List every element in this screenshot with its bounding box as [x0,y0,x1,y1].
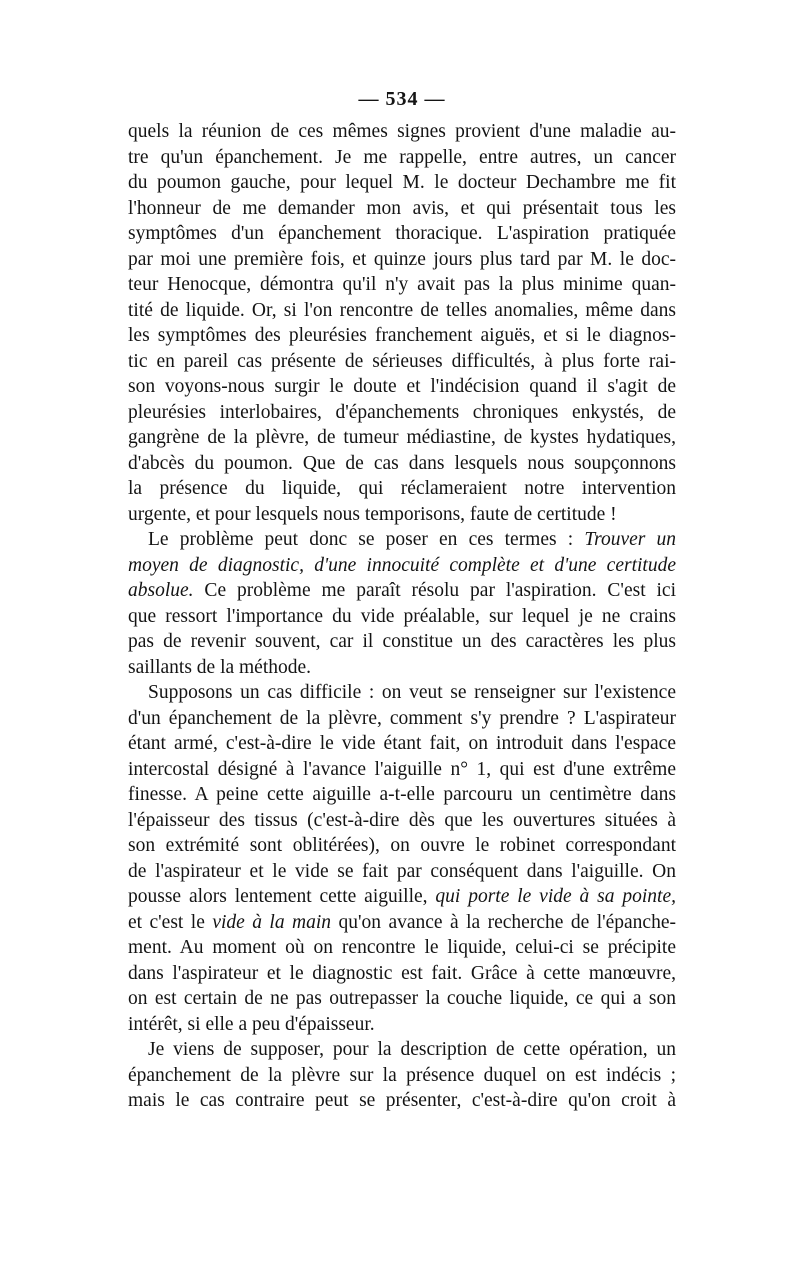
text-line: on est certain de ne pas outrepasser la couche liquide, ce qui a son [128,988,676,1009]
italic-text-line: moyen de diagnostic, d'une innocuité complète et d'une certitude [128,554,676,576]
text-line: que ressort l'importance du vide préalable, sur lequel je ne crains [128,605,676,627]
paragraph-1 [128,119,676,527]
text-line: quels la réunion de ces mêmes signes provient d'une maladie au- [128,121,676,142]
book-page [128,86,676,1114]
text-line: dans l'aspirateur et le diagnostic est fait. Grâce à cette manœuvre, [128,962,676,984]
italic-text-run: vide à la main [212,911,332,933]
text-line [128,884,676,910]
text-run: pousse alors lentement cette aiguille, [128,886,436,907]
text-line: Supposons un cas difficile : on veut se renseigner sur l'existence [148,682,676,703]
text-line: pleurésies interlobaires, d'épanchements chroniques enkystés, de [128,401,676,423]
paragraph-3 [128,680,676,1037]
text-line: saillants de la méthode. [128,656,312,678]
text-line: finesse. A peine cette aiguille a-t-elle parcouru un centimètre dans [128,784,676,805]
text-run: qu'on avance à la recherche de l'épanche- [331,911,676,933]
text-run: Ce problème me paraît résolu par l'aspiration. C'est ici [193,580,676,601]
text-line: tre qu'un épanchement. Je me rappelle, entre autres, un cancer [128,146,676,168]
text-line: les symptômes des pleurésies franchement aiguës, et si le diagnos- [128,325,676,346]
text-line: pas de revenir souvent, car il constitue un des caractères les plus [128,631,676,652]
text-line: gangrène de la plèvre, de tumeur médiastine, de kystes hydatiques, [128,427,676,448]
text-line [128,910,676,936]
text-line: épanchement de la plèvre sur la présence duquel on est indécis ; [128,1064,676,1086]
text-run: Le problème peut donc se poser en ces termes : [148,529,585,550]
text-line [128,578,676,604]
text-line: intercostal désigné à l'avance l'aiguille n° 1, qui est d'une extrême [128,758,676,780]
text-line: urgente, et pour lesquels nous temporisons, faute de certitude ! [128,503,617,525]
text-line: son extrémité sont oblitérées), on ouvre le robinet correspondant [128,835,676,856]
text-line: mais le cas contraire peut se présenter, c'est-à-dire qu'on croit à [128,1090,676,1111]
text-line: tic en pareil cas présente de sérieuses difficultés, à plus forte rai- [128,350,676,372]
italic-text-run: qui porte le vide à sa pointe, [435,886,676,907]
text-line: de l'aspirateur et le vide se fait par conséquent dans l'aiguille. On [128,860,676,882]
text-line: tité de liquide. Or, si l'on rencontre de telles anomalies, même dans [128,299,676,321]
text-line: d'abcès du poumon. Que de cas dans lesquels nous soupçonnons [128,452,676,474]
text-line: l'honneur de me demander mon avis, et qui présentait tous les [128,197,676,219]
text-run: et c'est le [128,911,213,933]
text-line: étant armé, c'est-à-dire le vide étant fait, on introduit dans l'espace [128,733,676,754]
paragraph-4 [128,1037,676,1114]
text-line: la présence du liquide, qui réclameraient notre intervention [128,478,676,499]
text-line: l'épaisseur des tissus (c'est-à-dire dès que les ouvertures situées à [128,809,676,831]
text-line [128,527,676,553]
paragraph-2 [128,527,676,680]
text-line: d'un épanchement de la plèvre, comment s'y prendre ? L'aspirateur [128,707,676,729]
page-number: — 534 — [358,88,446,110]
text-line: ment. Au moment où on rencontre le liquide, celui-ci se précipite [128,937,676,958]
text-line: intérêt, si elle a peu d'épaisseur. [128,1013,375,1035]
text-line: teur Henocque, démontra qu'il n'y avait pas la plus minime quan- [128,274,676,295]
text-line: Je viens de supposer, pour la description de cette opération, un [148,1039,676,1060]
text-line: du poumon gauche, pour lequel M. le docteur Dechambre me fit [128,172,676,193]
italic-text-run: Trouver un [584,529,676,550]
text-line: son voyons-nous surgir le doute et l'indécision quand il s'agit de [128,376,676,397]
text-line: par moi une première fois, et quinze jours plus tard par M. le doc- [128,248,676,270]
text-line: symptômes d'un épanchement thoracique. L'aspiration pratiquée [128,223,676,244]
italic-text-run: absolue. [128,580,194,601]
